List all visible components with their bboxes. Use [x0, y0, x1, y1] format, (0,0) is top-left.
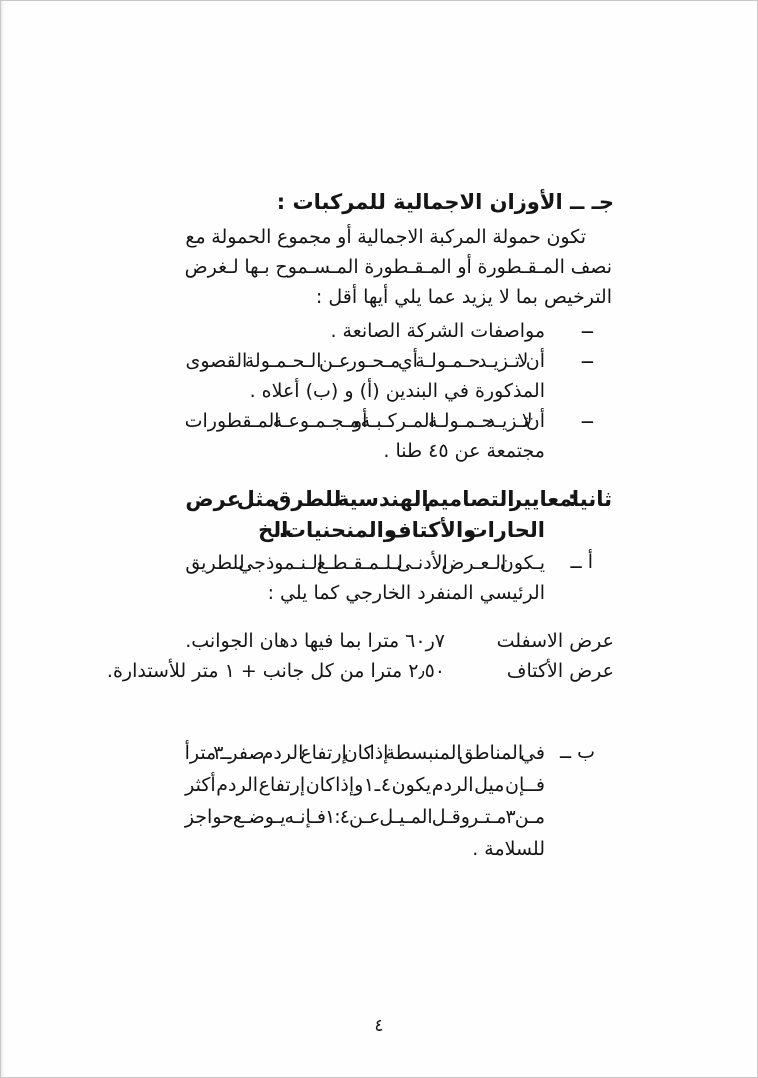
- spec-row-asphalt-value: [185, 628, 445, 655]
- text-run: الرئيسي المنفرد الخارجي كما يلي :: [267, 582, 545, 604]
- spec-row-shoulders-value: [107, 658, 445, 685]
- text-run: نصف المـقـطورة أو المـقـطورة المـسـموح بـها لـغرض: [184, 256, 612, 278]
- bullet-3-line-1: [185, 408, 545, 435]
- bullet-dash-icon: ــ: [581, 316, 593, 338]
- text-run: أن لا تـزيـد حـمـولـة أي مـحـور عـن الـحـمـولة القصوى: [185, 350, 545, 372]
- text-run: الترخيص بما لا يزيد عما يلي أيها أقل :: [315, 286, 612, 308]
- spec-row-shoulders-label: [507, 658, 614, 685]
- section-two-heading-line-1: [185, 486, 612, 513]
- bullet-dash-icon: ــ: [581, 406, 593, 428]
- item-a-line-2: [268, 580, 545, 607]
- item-b-marker: ب ــ: [559, 741, 595, 763]
- text-run: مـن ٣ مـتـر وقـل المـيـل عـن ٤ : ١ فـإنـه يـوضـع حواجز: [184, 806, 545, 828]
- item-b-line-4: [472, 836, 545, 863]
- item-a-line-1: [185, 550, 545, 577]
- section-two-heading-line-2: [258, 517, 545, 544]
- text-run: المذكورة في البندين (أ) و (ب) أعلاه .: [249, 380, 545, 402]
- text-run: الحارات والأكتاف والمنحنيات .. الخ: [258, 518, 545, 542]
- text-run: عرض الاسفلت: [496, 630, 614, 652]
- item-b-line-1: [185, 740, 545, 767]
- text-run: مجتمعة عن ٤٥ طنا .: [383, 440, 545, 462]
- bullet-1-line-1: [330, 318, 545, 345]
- section-c-intro-line-2: [185, 254, 612, 281]
- item-a-marker: أ ــ: [570, 551, 593, 573]
- item-b-line-2: [185, 772, 545, 799]
- section-c-heading: جـ ــ الأوزان الاجمالية للمركبات :: [276, 190, 614, 214]
- section-c-intro-line-3: [316, 284, 612, 311]
- text-run: عرض الأكتاف: [506, 660, 614, 682]
- text-run: مواصفات الشركة الصانعة .: [330, 320, 545, 342]
- text-run: أن لا تـزيـد حـمـولـة المـركـبـة أو مـجـمـوعـة المـقطورات: [184, 410, 545, 432]
- item-b-line-3: [185, 804, 545, 831]
- text-run: فــإن ميل الردم يكون ٤ ـ ١ وإذا كان إرتفاع الردم أكثر: [185, 774, 545, 796]
- text-run: ثانيا : معايير التصاميم الهندسية للطرق مثل عرض: [185, 487, 612, 511]
- text-run: في المناطق المنبسطة إذا كان إرتفاع الردم صفر ــ ٣ مترأ: [184, 742, 545, 764]
- section-c-intro-line-1: [185, 224, 586, 251]
- text-run: تكون حمولة المركبة الاجمالية أو مجموع الحمولة مع: [185, 226, 586, 248]
- text-run: ٧ر٦٠ مترا بما فيها دهان الجوانب.: [185, 630, 445, 652]
- text-run: ٢٫٥٠ مترا من كل جانب + ١ متر للأستدارة.: [106, 660, 445, 682]
- spec-row-asphalt-label: [497, 628, 614, 655]
- bullet-dash-icon: ــ: [581, 346, 593, 368]
- text-run: للسلامة .: [472, 838, 545, 860]
- bullet-2-line-1: [185, 348, 545, 375]
- text-run: يـكون الـعـرض الأدنـى لـلـمـقـطـع الـنـموذجي للطريق: [185, 552, 545, 574]
- bullet-2-line-2: [250, 378, 545, 405]
- page-number: ٤: [374, 1016, 384, 1036]
- bullet-3-line-2: [383, 438, 545, 465]
